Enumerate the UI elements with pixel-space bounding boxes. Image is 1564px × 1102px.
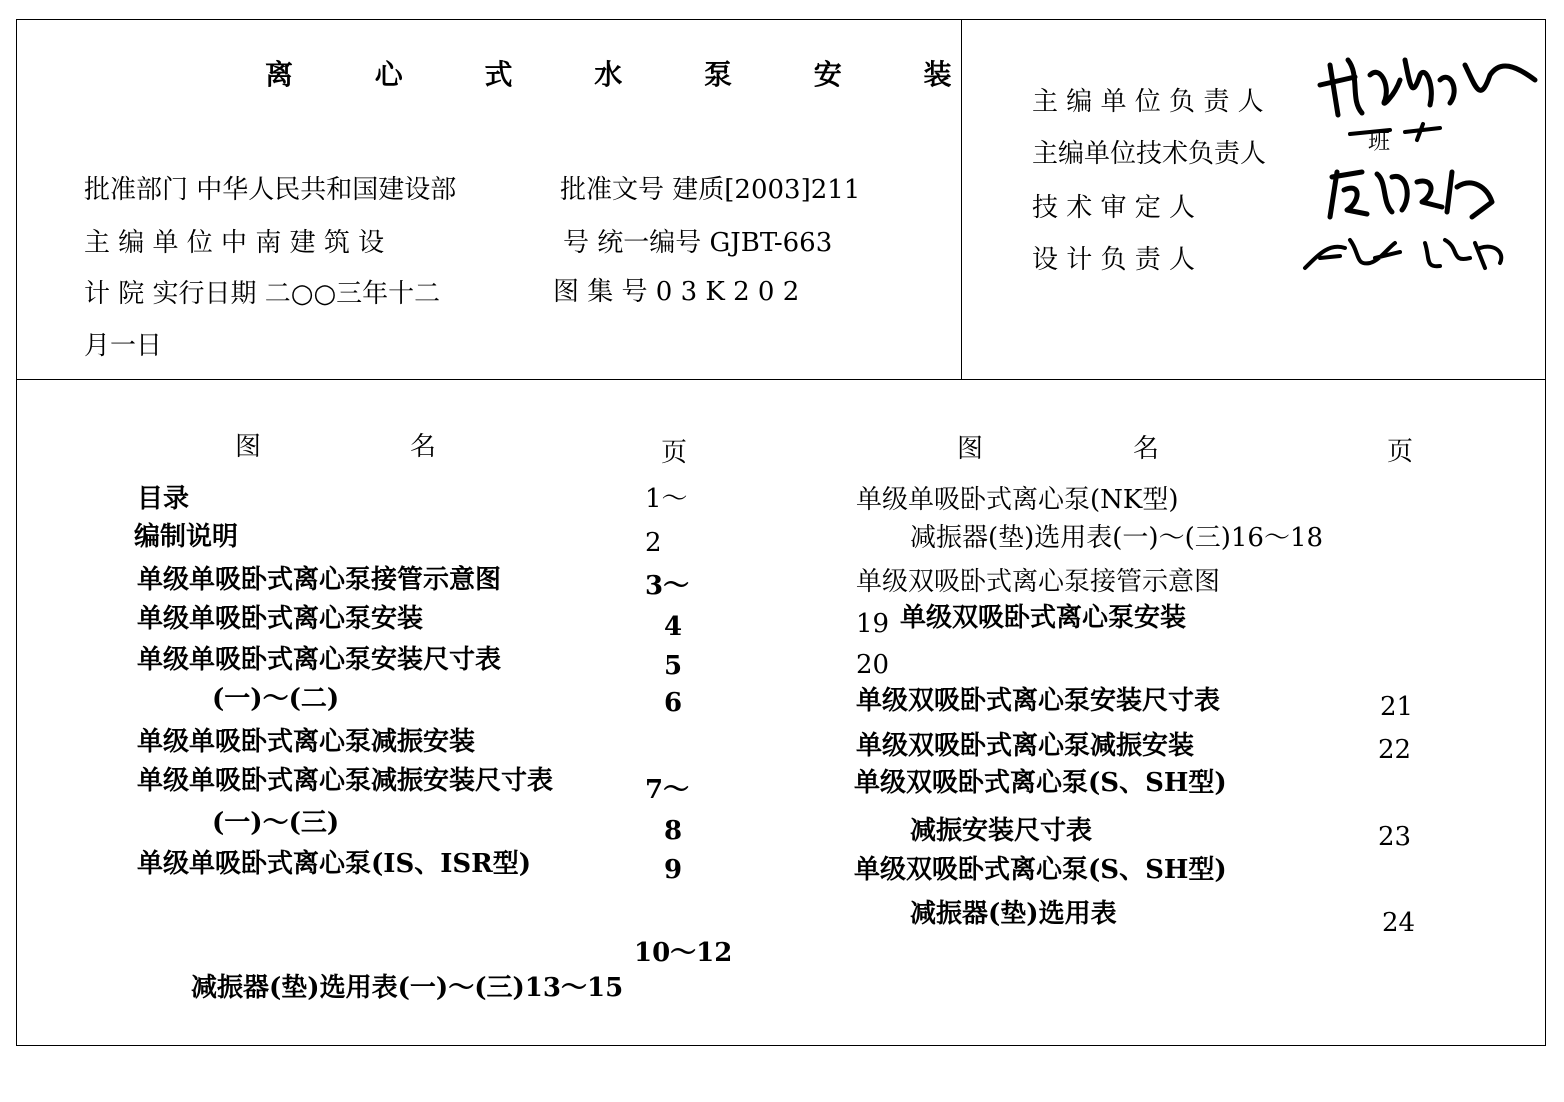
toc-right-page: 20 [856,650,890,680]
effective-date: 计 院 实行日期 二○○三年十二 [84,279,441,309]
document-title: 离 心 式 水 泵 安 装 [265,58,988,91]
toc-header-name-left-1: 图 [235,432,262,462]
editor-unit: 主 编 单 位 中 南 建 筑 设 [84,228,385,258]
toc-right-page: 22 [1378,735,1412,765]
toc-right-item: 单级双吸卧式离心泵(S、SH型) [854,855,1227,885]
atlas-number: 图 集 号 0 3 K 2 0 2 [553,277,800,307]
toc-left-item: 单级单吸卧式离心泵安装尺寸表 [137,645,502,675]
toc-right-item: 单级双吸卧式离心泵接管示意图 [856,567,1221,597]
approval-number: 批准文号 建质[2003]211 [560,175,861,205]
toc-left-item: 单级单吸卧式离心泵(IS、ISR型) [137,849,532,879]
toc-right-item: 减振器(垫)选用表(一)～(三)16～18 [910,523,1324,553]
toc-left-page: 5 [664,651,683,681]
signature-2 [1345,120,1445,145]
toc-left-page: 6 [664,688,683,718]
unified-number: 号 统一编号 GJBT-663 [563,228,833,258]
toc-left-item: (一)～(二) [212,684,340,714]
toc-left-item: 单级单吸卧式离心泵安装 [137,604,424,634]
toc-left-page: 7～ [645,775,690,805]
toc-header-name-right-1: 图 [957,434,984,464]
toc-right-item: 减振器(垫)选用表 [910,899,1117,929]
signature-1 [1300,45,1545,120]
role-chief-editor: 主 编 单 位 负 责 人 [1032,87,1264,117]
toc-right-page: 24 [1382,908,1416,938]
toc-left-page: 4 [664,612,683,642]
toc-right-item: 单级单吸卧式离心泵(NK型) [856,485,1179,515]
toc-left-item: (一)～(三) [212,808,340,838]
signature-4 [1300,228,1515,278]
effective-date-cont: 月一日 [84,331,163,361]
toc-left-item: 减振器(垫)选用表(一)～(三)13～15 [191,973,624,1003]
toc-header-name-left-2: 名 [410,432,437,462]
toc-right-item: 单级双吸卧式离心泵安装 [900,603,1187,633]
toc-left-page: 1～ [645,484,688,514]
toc-header-page-left: 页 [661,438,688,468]
toc-header-name-right-2: 名 [1133,434,1160,464]
signature-mark-text: 班 [1368,130,1391,155]
toc-left-page: 9 [664,855,683,885]
toc-right-item: 减振安装尺寸表 [910,816,1093,846]
toc-left-page: 10～12 [634,938,733,968]
role-designer: 设 计 负 责 人 [1032,245,1196,275]
role-tech-lead: 主编单位技术负责人 [1032,139,1267,169]
toc-right-page: 21 [1380,692,1414,722]
toc-left-item: 单级单吸卧式离心泵减振安装尺寸表 [137,766,554,796]
toc-left-item: 目录 [137,484,190,514]
toc-left-item: 单级单吸卧式离心泵接管示意图 [137,565,502,595]
toc-right-page: 23 [1378,822,1412,852]
signature-3 [1322,162,1502,222]
approval-dept: 批准部门 中华人民共和国建设部 [84,175,457,205]
toc-left-item: 单级单吸卧式离心泵减振安装 [137,727,476,757]
toc-left-item: 编制说明 [134,522,239,552]
toc-left-page: 2 [645,528,662,558]
toc-left-page: 8 [664,816,683,846]
role-reviewer: 技 术 审 定 人 [1032,193,1196,223]
toc-left-page: 3～ [645,571,690,601]
toc-right-item: 单级双吸卧式离心泵安装尺寸表 [856,686,1221,716]
toc-right-item: 单级双吸卧式离心泵减振安装 [856,731,1195,761]
toc-right-item: 单级双吸卧式离心泵(S、SH型) [854,768,1227,798]
toc-right-page: 19 [856,609,890,639]
divider-horizontal [16,379,1546,380]
toc-header-page-right: 页 [1387,437,1414,467]
